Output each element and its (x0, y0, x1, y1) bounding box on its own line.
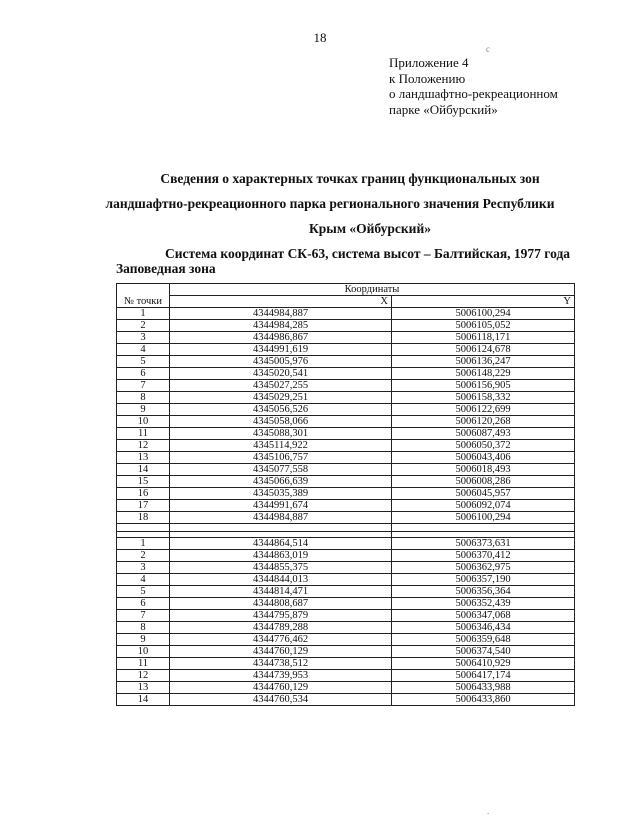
appendix-note (389, 55, 558, 117)
table-row (117, 308, 575, 320)
table-row (117, 392, 575, 404)
point-number-cell: 11 (117, 658, 170, 670)
header-x: X (170, 296, 392, 308)
header-y: Y (392, 296, 575, 308)
table-row (117, 356, 575, 368)
x-coordinate-cell: 4345029,251 (170, 392, 392, 404)
table-row (117, 646, 575, 658)
point-number-cell: 17 (117, 500, 170, 512)
x-coordinate-cell: 4344863,019 (170, 550, 392, 562)
y-coordinate-cell: 5006359,648 (392, 634, 575, 646)
point-number-cell: 16 (117, 488, 170, 500)
point-number-cell: 3 (117, 562, 170, 574)
x-coordinate-cell: 4344760,129 (170, 646, 392, 658)
table-row (117, 332, 575, 344)
table-row (117, 404, 575, 416)
point-number-cell: 11 (117, 428, 170, 440)
x-coordinate-cell: 4345088,301 (170, 428, 392, 440)
y-coordinate-cell: 5006018,493 (392, 464, 575, 476)
appendix-line: парке «Ойбурский» (389, 101, 498, 117)
table-row (117, 670, 575, 682)
point-number-cell: 13 (117, 452, 170, 464)
table-row (117, 562, 575, 574)
x-coordinate-cell: 4345114,922 (170, 440, 392, 452)
table-row (117, 610, 575, 622)
heading-line: Крым «Ойбурский» (308, 221, 431, 236)
appendix-line: к Положению (389, 70, 466, 86)
y-coordinate-cell: 5006100,294 (392, 308, 575, 320)
y-coordinate-cell: 5006124,678 (392, 344, 575, 356)
point-number-cell: 9 (117, 634, 170, 646)
point-number-cell: 12 (117, 440, 170, 452)
table-row (117, 634, 575, 646)
point-number-cell: 14 (117, 694, 170, 706)
point-number-cell: 2 (117, 550, 170, 562)
y-coordinate-cell: 5006122,699 (392, 404, 575, 416)
y-coordinate-cell: 5006148,229 (392, 368, 575, 380)
x-coordinate-cell: 4345056,526 (170, 404, 392, 416)
x-coordinate-cell: 4345027,255 (170, 380, 392, 392)
y-coordinate-cell: 5006092,074 (392, 500, 575, 512)
x-coordinate-cell: 4344844,013 (170, 574, 392, 586)
table-row (117, 464, 575, 476)
y-coordinate-cell: 5006087,493 (392, 428, 575, 440)
point-number-cell: 18 (117, 512, 170, 524)
y-coordinate-cell: 5006118,171 (392, 332, 575, 344)
point-number-cell: 4 (117, 344, 170, 356)
point-number-cell: 7 (117, 380, 170, 392)
y-coordinate-cell: 5006347,068 (392, 610, 575, 622)
point-number-cell: 10 (117, 646, 170, 658)
y-coordinate-cell: 5006370,412 (392, 550, 575, 562)
y-coordinate-cell: 5006373,631 (392, 538, 575, 550)
table-row (117, 658, 575, 670)
table-row (117, 682, 575, 694)
table-row (117, 368, 575, 380)
point-number-cell: 1 (117, 308, 170, 320)
point-number-cell: 7 (117, 610, 170, 622)
contour-2-rows (117, 538, 575, 706)
table-row (117, 344, 575, 356)
y-coordinate-cell: 5006410,929 (392, 658, 575, 670)
y-coordinate-cell: 5006100,294 (392, 512, 575, 524)
table-row (117, 538, 575, 550)
table-row (117, 476, 575, 488)
x-coordinate-cell: 4345035,389 (170, 488, 392, 500)
table-row (117, 550, 575, 562)
table-row (117, 488, 575, 500)
header-coordinates: Координаты (170, 284, 575, 296)
y-coordinate-cell: 5006417,174 (392, 670, 575, 682)
x-coordinate-cell: 4345020,541 (170, 368, 392, 380)
table-row (117, 428, 575, 440)
table-row (117, 416, 575, 428)
point-number-cell: 2 (117, 320, 170, 332)
x-coordinate-cell: 4344864,514 (170, 538, 392, 550)
point-number-cell: 14 (117, 464, 170, 476)
separator-row (117, 524, 575, 532)
point-number-cell: 3 (117, 332, 170, 344)
x-coordinate-cell: 4344986,867 (170, 332, 392, 344)
point-number-cell: 10 (117, 416, 170, 428)
appendix-line: о ландшафтно-рекреационном (389, 86, 558, 101)
y-coordinate-cell: 5006008,286 (392, 476, 575, 488)
x-coordinate-cell: 4344991,619 (170, 344, 392, 356)
y-coordinate-cell: 5006374,540 (392, 646, 575, 658)
x-coordinate-cell: 4345077,558 (170, 464, 392, 476)
table-row (117, 440, 575, 452)
x-coordinate-cell: 4344991,674 (170, 500, 392, 512)
contour-1-rows (117, 308, 575, 524)
x-coordinate-cell: 4345066,639 (170, 476, 392, 488)
scan-mark: . (487, 806, 490, 816)
table-row (117, 452, 575, 464)
x-coordinate-cell: 4344739,953 (170, 670, 392, 682)
x-coordinate-cell: 4344760,534 (170, 694, 392, 706)
x-coordinate-cell: 4344984,887 (170, 512, 392, 524)
point-number-cell: 5 (117, 586, 170, 598)
x-coordinate-cell: 4344760,129 (170, 682, 392, 694)
x-coordinate-cell: 4344789,288 (170, 622, 392, 634)
x-coordinate-cell: 4345005,976 (170, 356, 392, 368)
y-coordinate-cell: 5006043,406 (392, 452, 575, 464)
x-coordinate-cell: 4344795,879 (170, 610, 392, 622)
point-number-cell: 4 (117, 574, 170, 586)
y-coordinate-cell: 5006433,988 (392, 682, 575, 694)
heading-line: Сведения о характерных точках границ функциональных зон (160, 171, 540, 186)
point-number-cell: 6 (117, 368, 170, 380)
table-row (117, 320, 575, 332)
x-coordinate-cell: 4344984,285 (170, 320, 392, 332)
y-coordinate-cell: 5006352,439 (392, 598, 575, 610)
table-row (117, 500, 575, 512)
document-heading (60, 166, 600, 266)
point-number-cell: 1 (117, 538, 170, 550)
y-coordinate-cell: 5006346,434 (392, 622, 575, 634)
table-row (117, 380, 575, 392)
heading-line: Система координат СК-63, система высот – Балтийская, 1977 года (164, 246, 571, 261)
y-coordinate-cell: 5006136,247 (392, 356, 575, 368)
heading-line: ландшафтно-рекреационного парка регионального значения Республики (105, 196, 555, 211)
point-number-cell: 8 (117, 392, 170, 404)
header-point-number: № точки (117, 284, 170, 308)
table-row (117, 586, 575, 598)
table-row (117, 694, 575, 706)
x-coordinate-cell: 4344776,462 (170, 634, 392, 646)
x-coordinate-cell: 4344984,887 (170, 308, 392, 320)
zone-title: Заповедная зона (116, 261, 216, 276)
point-number-cell: 8 (117, 622, 170, 634)
x-coordinate-cell: 4344808,687 (170, 598, 392, 610)
table-row (117, 598, 575, 610)
x-coordinate-cell: 4345106,757 (170, 452, 392, 464)
page-number: 18 (313, 30, 327, 45)
y-coordinate-cell: 5006362,975 (392, 562, 575, 574)
x-coordinate-cell: 4344855,375 (170, 562, 392, 574)
y-coordinate-cell: 5006156,905 (392, 380, 575, 392)
table-row (117, 512, 575, 524)
point-number-cell: 12 (117, 670, 170, 682)
coordinates-table (116, 283, 575, 706)
y-coordinate-cell: 5006045,957 (392, 488, 575, 500)
point-number-cell: 13 (117, 682, 170, 694)
point-number-cell: 5 (117, 356, 170, 368)
x-coordinate-cell: 4345058,066 (170, 416, 392, 428)
x-coordinate-cell: 4344814,471 (170, 586, 392, 598)
appendix-line: Приложение 4 (389, 55, 469, 70)
y-coordinate-cell: 5006120,268 (392, 416, 575, 428)
point-number-cell: 9 (117, 404, 170, 416)
table-row (117, 622, 575, 634)
y-coordinate-cell: 5006105,052 (392, 320, 575, 332)
scan-mark: c (486, 44, 490, 54)
y-coordinate-cell: 5006356,364 (392, 586, 575, 598)
point-number-cell: 15 (117, 476, 170, 488)
y-coordinate-cell: 5006433,860 (392, 694, 575, 706)
y-coordinate-cell: 5006357,190 (392, 574, 575, 586)
table-row (117, 574, 575, 586)
x-coordinate-cell: 4344738,512 (170, 658, 392, 670)
y-coordinate-cell: 5006050,372 (392, 440, 575, 452)
point-number-cell: 6 (117, 598, 170, 610)
y-coordinate-cell: 5006158,332 (392, 392, 575, 404)
